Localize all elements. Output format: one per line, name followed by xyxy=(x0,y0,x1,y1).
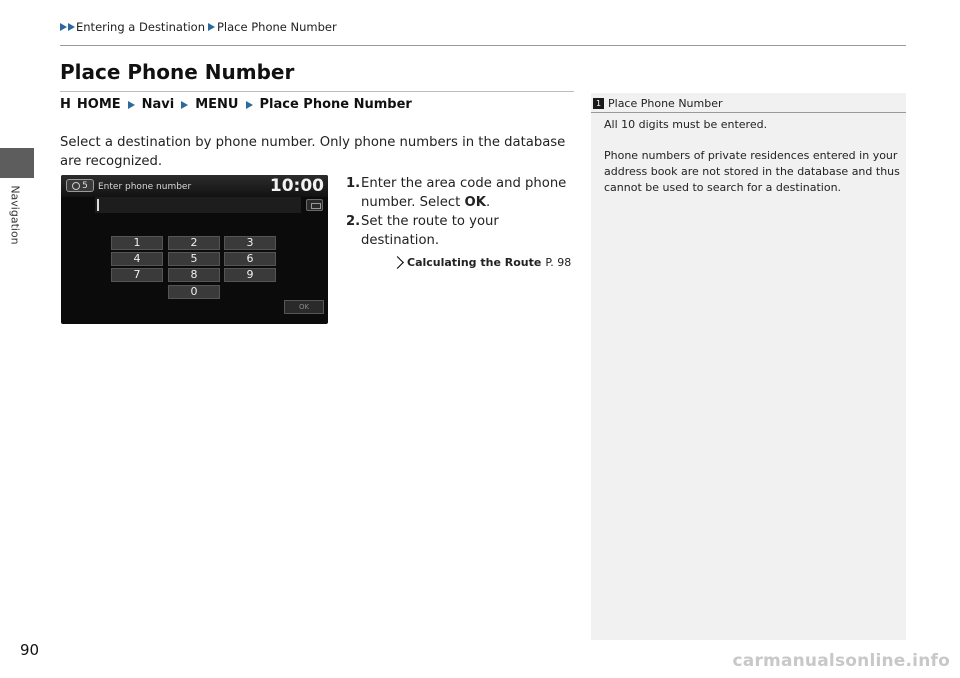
ok-button[interactable]: OK xyxy=(284,300,324,314)
note-body xyxy=(604,117,900,211)
key-8[interactable]: 8 xyxy=(168,268,220,282)
triangle-icon xyxy=(208,23,215,31)
triangle-icon xyxy=(68,23,75,31)
key-0[interactable]: 0 xyxy=(168,285,220,299)
note-heading xyxy=(591,95,906,113)
path-item-home: HOME xyxy=(76,97,121,112)
key-7[interactable]: 7 xyxy=(111,268,163,282)
path-item-navi: Navi xyxy=(141,97,175,112)
note-paragraph: Phone numbers of private residences entered in your address book are not stored in the database and thus cannot be used to search for a destination. xyxy=(604,149,900,194)
key-5[interactable]: 5 xyxy=(168,252,220,266)
xref-page: P. 98 xyxy=(545,256,572,269)
xref-title: Calculating the Route xyxy=(407,256,542,269)
triangle-icon xyxy=(128,101,135,109)
key-6[interactable]: 6 xyxy=(224,252,276,266)
key-9[interactable]: 9 xyxy=(224,268,276,282)
step-1 xyxy=(346,174,574,212)
cross-reference[interactable] xyxy=(393,253,574,272)
path-item-menu: MENU xyxy=(195,97,239,112)
breadcrumb xyxy=(60,20,337,34)
section-label: Navigation xyxy=(8,185,22,245)
page-title: Place Phone Number xyxy=(60,60,295,84)
note-title: Place Phone Number xyxy=(608,97,723,110)
info-icon xyxy=(72,182,80,190)
key-4[interactable]: 4 xyxy=(111,252,163,266)
section-tab xyxy=(0,148,34,178)
page-number: 90 xyxy=(20,641,40,659)
intro-text: Select a destination by phone number. Only phone numbers in the database are recognized. xyxy=(60,135,566,169)
note-paragraph: All 10 digits must be entered. xyxy=(604,118,768,131)
key-2[interactable]: 2 xyxy=(168,236,220,250)
step-number: 1. xyxy=(346,176,361,191)
delete-button[interactable] xyxy=(306,199,323,211)
triangle-icon xyxy=(60,23,67,31)
watermark: carmanualsonline.info xyxy=(732,651,950,671)
back-button[interactable] xyxy=(66,179,94,192)
note-marker-icon: 1 xyxy=(593,98,604,109)
phone-number-input[interactable] xyxy=(95,197,301,213)
key-3[interactable]: 3 xyxy=(224,236,276,250)
title-divider xyxy=(60,91,574,92)
header-divider xyxy=(60,45,906,46)
step-number: 2. xyxy=(346,214,361,229)
reference-arrow-icon xyxy=(391,256,404,269)
breadcrumb-page: Place Phone Number xyxy=(217,20,337,34)
menu-path xyxy=(60,97,412,112)
text-cursor xyxy=(97,199,99,211)
home-button-icon: H xyxy=(60,97,71,112)
path-item-place-phone-number: Place Phone Number xyxy=(259,97,412,112)
key-1[interactable]: 1 xyxy=(111,236,163,250)
screen-title: Enter phone number xyxy=(98,182,192,192)
back-icon: 5 xyxy=(82,180,88,191)
breadcrumb-section[interactable]: Entering a Destination xyxy=(76,20,205,34)
step-text: Enter the area code and phone number. Select OK. xyxy=(361,176,567,210)
navigation-screen xyxy=(61,175,328,324)
step-2 xyxy=(346,212,574,250)
steps xyxy=(346,174,574,272)
step-text: Set the route to your destination. xyxy=(361,214,499,248)
triangle-icon xyxy=(181,101,188,109)
screen-clock: 10:00 xyxy=(269,176,324,196)
triangle-icon xyxy=(246,101,253,109)
